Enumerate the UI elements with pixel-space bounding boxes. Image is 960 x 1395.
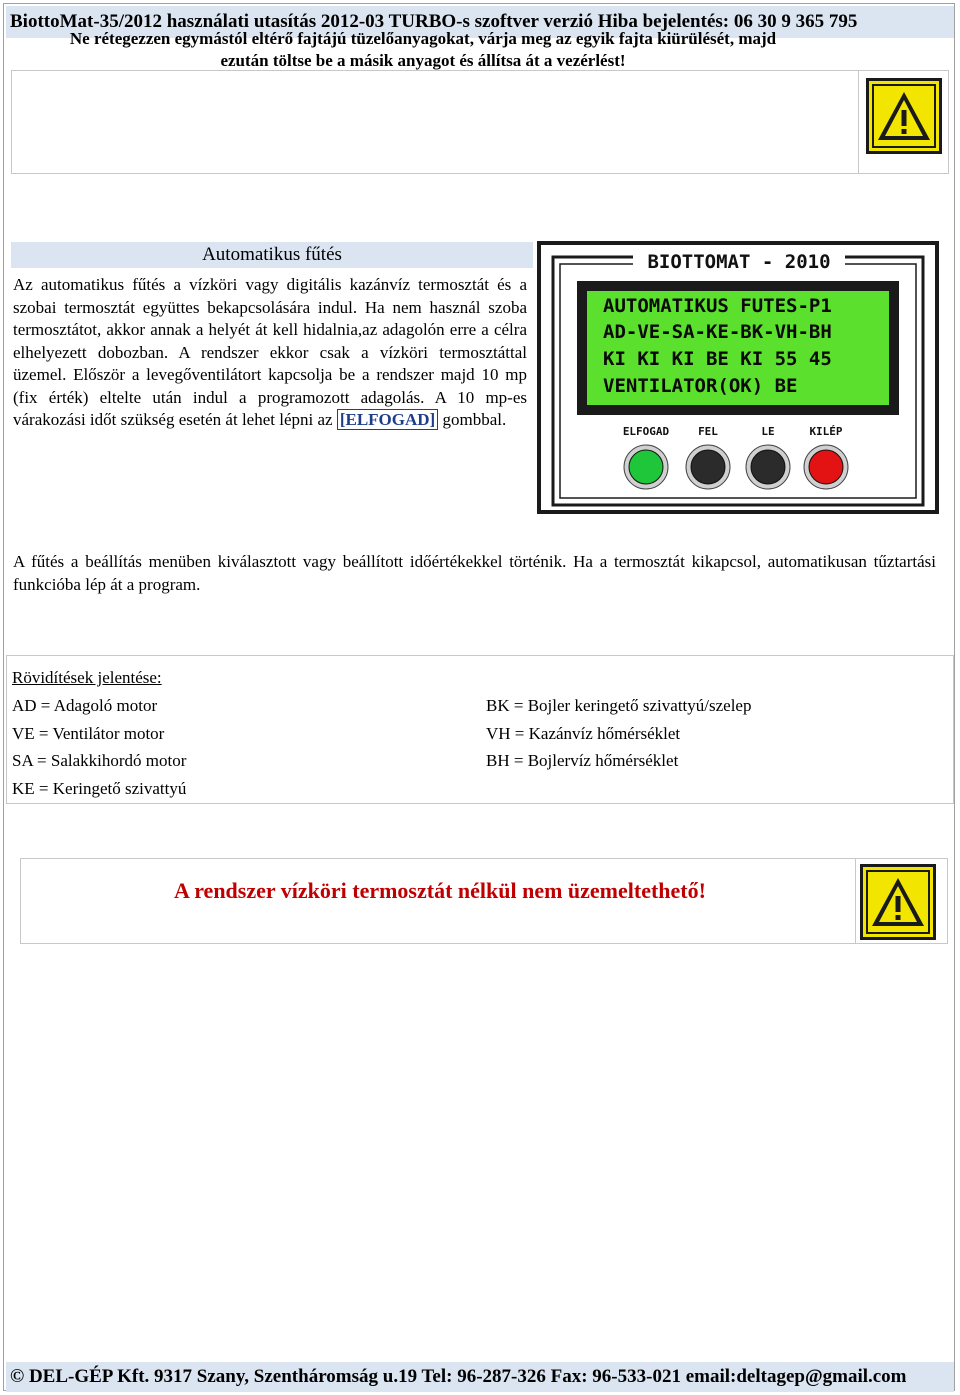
abbreviation-item: KE = Keringető szivattyú [12,778,187,798]
final-warning-text: A rendszer vízköri termosztát nélkül nem üzemeltethető! [174,878,706,903]
header-text: BiottoMat-35/2012 használati utasítás 2012-03 TURBO-s szoftver verzió Hiba bejelentés: 06 30 9 365 795 [10,11,858,32]
warning-text-top [8,28,838,72]
warning-divider [858,71,859,173]
warning-divider [855,859,856,943]
lcd-line-2: AD-VE-SA-KE-BK-VH-BH [603,321,832,343]
document-footer [6,1362,954,1392]
footer-text: © DEL-GÉP Kft. 9317 Szany, Szentháromság u.19 Tel: 96-287-326 Fax: 96-533-021 email:deltagep@gmail.com [10,1366,907,1387]
button-label-fel: FEL [698,425,718,438]
kilep-button [809,450,843,484]
le-button [751,450,785,484]
warning-sign-icon [860,864,936,940]
lcd-line-4: VENTILATOR(OK) BE [603,375,798,397]
section-paragraph-text-1: Az automatikus fűtés a vízköri vagy digitális kazánvíz termosztát és a szobai termosztát együttes bekapcsolására indul. Ha nem használ szoba termosztátot, akkor annak a helyét át kell hidalnia,az adagolón erre a célra elhelyezett dobozban. A rendszer ekkor csak a vízköri termosztáttal üzemel. Először a levegőventilátort kapcsolja be a rendszer majd 10 mp (fix érték) eltelte után indul a programozott adagolás. A 10 mp-es várakozási időt szükség esetén át lehet lépni az [13,275,527,429]
elfogad-button [629,450,663,484]
warning-line-2: ezután töltse be a másik anyagot és állítsa át a vezérlést! [220,51,626,70]
fel-button [691,450,725,484]
abbreviations-left-list [12,692,186,802]
abbreviation-item: VH = Kazánvíz hőmérséklet [486,723,681,743]
abbreviation-item: AD = Adagoló motor [12,696,158,715]
heating-paragraph: A fűtés a beállítás menüben kiválasztott vagy beállított időértékekkel történik. Ha a termosztát kikapcsol, automatikusan tűztartási funkcióba lép át a program. [13,552,936,594]
section-title: Automatikus fűtés [11,242,533,268]
section-paragraph [13,274,527,432]
lcd-line-3: KI KI KI BE KI 55 45 [603,348,832,370]
button-label-le: LE [761,425,775,438]
warning-box-top [11,70,949,174]
warning-sign-icon [866,78,942,154]
panel-brand: BIOTTOMAT - 2010 [647,251,831,273]
abbreviations-right-list [486,692,751,775]
abbreviation-item: SA = Salakkihordó motor [12,751,187,770]
abbreviation-item: VE = Ventilátor motor [12,723,165,743]
abbreviations-title: Rövidítések jelentése: [12,668,162,687]
controller-panel [537,241,939,514]
elfogad-keyword: [ELFOGAD] [337,409,438,430]
warning-line-1: Ne rétegezzen egymástól eltérő fajtájú tüzelőanyagokat, várja meg az egyik fajta kiürülését, majd [69,29,777,48]
abbreviation-item: BH = Bojlervíz hőmérséklet [486,751,679,770]
button-label-elfogad: ELFOGAD [622,425,670,438]
abbreviation-item: BK = Bojler keringető szivattyú/szelep [486,696,752,715]
button-label-kilep: KILÉP [809,425,843,438]
section-paragraph-text-2: gombbal. [438,410,507,429]
lcd-line-1: AUTOMATIKUS FUTES-P1 [603,295,832,317]
